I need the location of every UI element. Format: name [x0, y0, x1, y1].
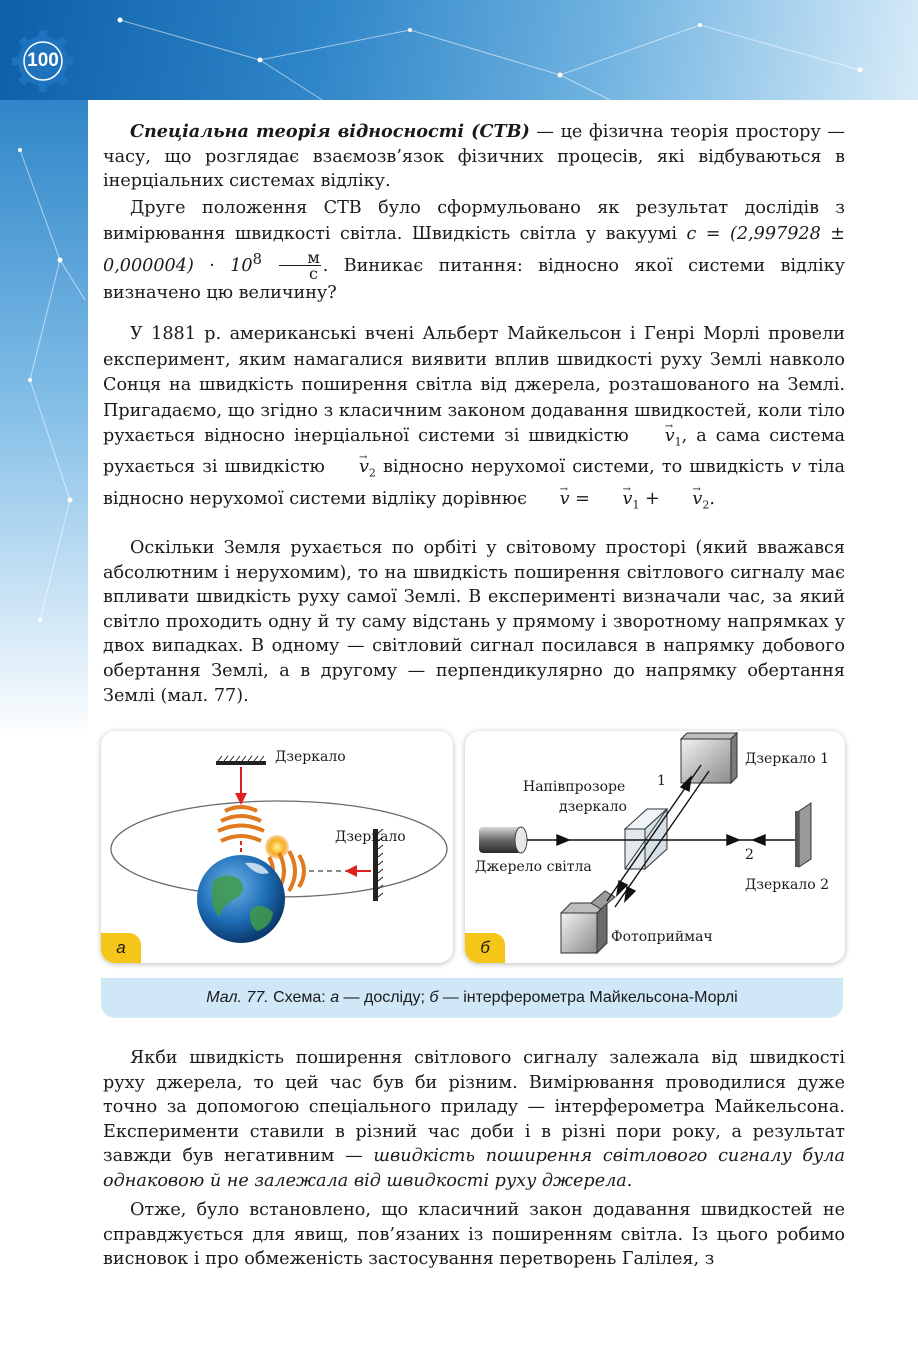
top-mirror-icon [216, 756, 266, 765]
caption-a-text: — досліду; [339, 989, 430, 1006]
equals-sign: = [575, 488, 596, 509]
sub-2: 2 [368, 467, 376, 480]
michelson-text-d: тіла відносно нерухомої системи відліку дорівнює [103, 457, 846, 509]
label-mirror-2: Дзеркало 2 [745, 877, 830, 893]
panel-tag-b: б [465, 933, 505, 963]
result-emphasis: швидкість поширення світлового сигналу була однаковою й не залежала від швидкості руху джерела [103, 1146, 845, 1191]
caption-label-a: а [330, 989, 340, 1006]
experiment-scheme-svg [101, 731, 453, 963]
label-mirror-top: Дзеркало [275, 749, 346, 765]
caption-text: Схема: [268, 989, 331, 1006]
half-mirror-icon [625, 809, 667, 869]
result-text-a: Якби швидкість поширення світлового сигналу залежала від швидкості руху джерела, то цей час був би різним. Вимірювання проводилися дуже точно за допомогою спеціального приладу — інтерферометра Майкельсона. Експерименти ставили в різний час доби і в різні пори року, а результат завжди був негативним — [103, 1048, 845, 1167]
vector-v2-sum: → v [665, 487, 702, 513]
vector-v2: → v [332, 455, 369, 481]
definition-text: — це фізична теорія простору — часу, що розглядає взаємозв’язок фізичних процесів, які відбуваються в інерціальних системах відліку. [103, 122, 845, 191]
unit-fraction [279, 248, 320, 284]
label-light-source: Джерело світла [475, 859, 592, 875]
sub-1-sum: 1 [632, 498, 640, 512]
label-ray-2: 2 [745, 847, 754, 863]
sub-1: 1 [674, 435, 682, 449]
paragraph-definition [103, 120, 845, 194]
earth-globe-icon [197, 855, 285, 943]
paragraph-michelson [103, 322, 845, 518]
caption-b-text: — інтерферометра Майкельсона-Морлі [438, 989, 738, 1006]
michelson-text-a: У 1881 р. американські вчені Альберт Майкельсон і Генрі Морлі провели експеримент, яким намагалися виявити вплив швидкості руху Землі навколо Сонця на швидкість поширення світла від джерела, розташованого на Землі. Пригадаємо, що згідно з класичним законом додавання швидкостей, коли тіло рухається відносно інерціальної системи зі швидкістю [103, 324, 845, 447]
unit-numerator: м [279, 250, 320, 266]
panel-tag-a: а [101, 933, 141, 963]
label-mirror-1: Дзеркало 1 [745, 751, 830, 767]
figure-panel-a [101, 731, 453, 963]
label-mirror-right: Дзеркало [335, 829, 406, 845]
formula-exponent: 8 [252, 251, 262, 268]
label-half-mirror-line1: Напівпрозоре [523, 779, 626, 795]
label-half-mirror-line2: дзеркало [559, 799, 627, 815]
caption-prefix: Мал. 77. [206, 989, 269, 1006]
light-speed-text: Друге положення СТВ було сформульовано як результат дослідів з вимірювання швидкості світла. Швидкість світла у вакуумі [103, 198, 845, 244]
vector-v: → v [533, 487, 570, 513]
figure-caption [101, 978, 843, 1018]
vector-v1: → v [638, 424, 675, 450]
term-stv: Спеціальна теорія відносності (СТВ) [130, 121, 530, 142]
label-detector: Фотоприймач [611, 929, 713, 945]
earth-orbit-text: Оскільки Земля рухається по орбіті у світовому просторі (який вважався абсолютним і нерухомим), то на швидкість поширення світлового сигналу має впливати швидкість руху самої Землі. В експерименті визначали час, за який світло проходить одну й ту саму відстань у прямому і зворотному напрямках у двох випадках. В одному — світловий сигнал посилався в напрямку добового обертання Землі, а в другому — перпендикулярно до напрямку обертання Землі (мал. 77). [103, 538, 845, 706]
paragraph-result [103, 1046, 845, 1194]
plus-sign: + [639, 488, 666, 509]
sentence-end: . [709, 488, 715, 509]
light-speed-formula: c = (2,997928 ± 0,000004) · 10 [103, 223, 845, 276]
mirror-2-plate-icon [795, 803, 811, 867]
unit-denominator: с [309, 264, 319, 284]
paragraph-light-speed [103, 196, 845, 307]
sun-icon [265, 835, 289, 859]
question-text: . Виникає питання: відносно якої системи відліку визначено цю величину? [103, 255, 845, 304]
figure-panel-b [465, 731, 845, 963]
vector-v1-sum: → v [596, 487, 633, 513]
paragraph-earth-orbit [103, 536, 845, 708]
light-source-icon [479, 827, 527, 853]
vertical-waves-icon [218, 807, 264, 841]
conclusion-text: Отже, було встановлено, що класичний закон додавання швидкостей не справджується для явищ, пов’язаних із поширенням світла. Із цього робимо висновок і про обмеженість застосування перетворень Галілея, з [103, 1200, 845, 1270]
caption-label-b: б [429, 989, 439, 1006]
paragraph-conclusion [103, 1198, 845, 1272]
label-ray-1: 1 [657, 773, 666, 789]
michelson-text-b: , а сама система рухається зі швидкістю [103, 426, 845, 478]
michelson-text-c: відносно нерухомої системи, то швидкість [383, 457, 784, 478]
page-number: 100 [27, 50, 59, 71]
mirror-1-box-icon [681, 733, 737, 783]
horizontal-ray-arrow [309, 865, 371, 877]
sub-2-sum: 2 [702, 498, 710, 512]
speed-v: v [790, 457, 801, 478]
result-end: . [626, 1170, 633, 1191]
